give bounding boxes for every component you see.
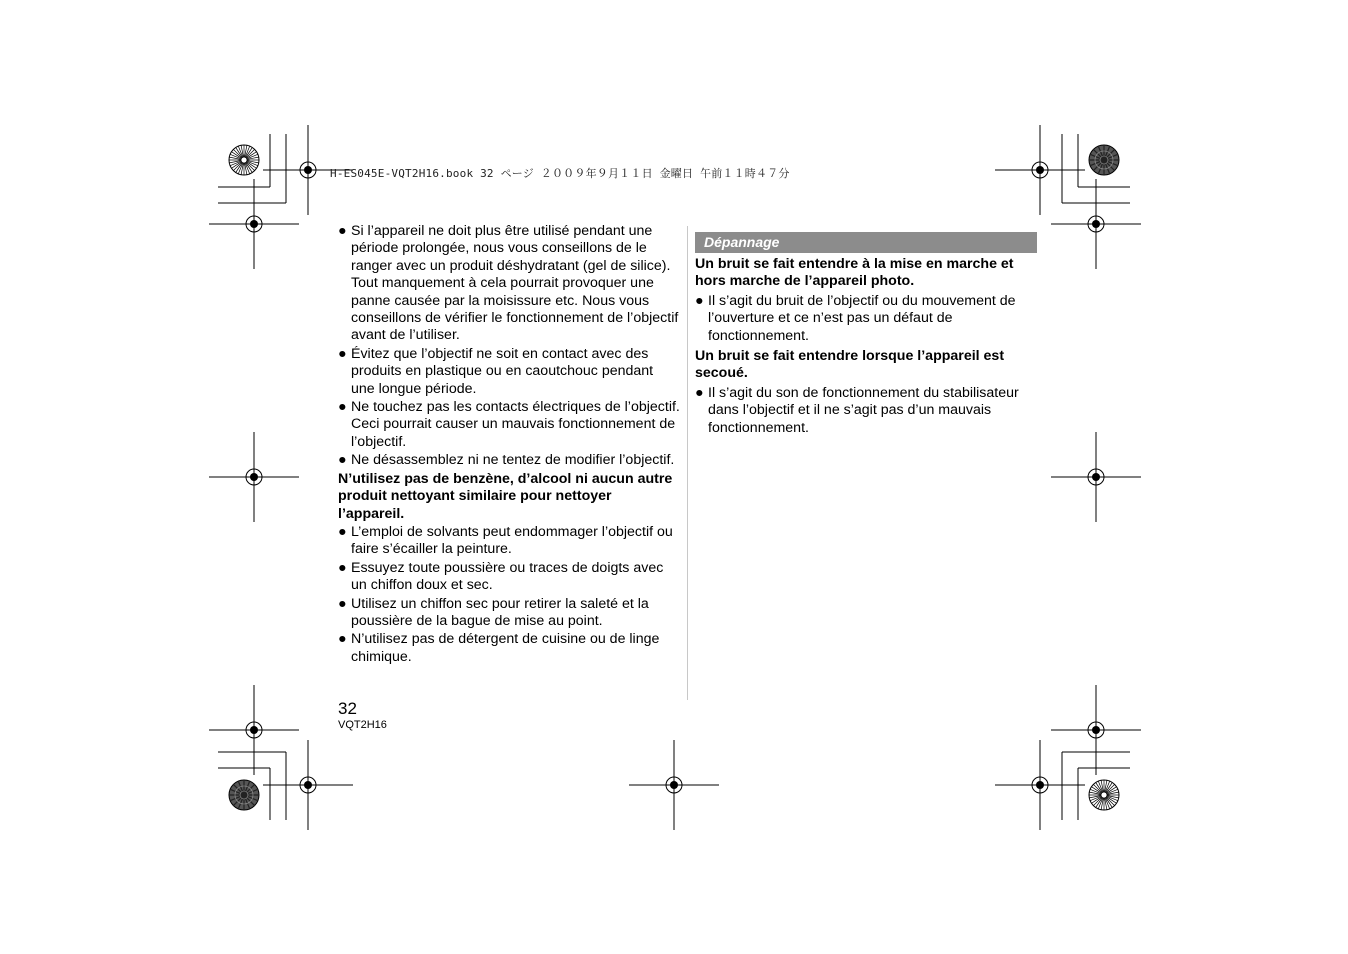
list-item — [338, 452, 680, 469]
section-title: Dépannage — [695, 232, 1037, 253]
bullet-icon: ● — [338, 223, 347, 239]
list-item — [338, 596, 680, 631]
list-item — [338, 399, 680, 451]
model-code: VQT2H16 — [338, 719, 387, 731]
list-item-text: L’emploi de solvants peut endommager l’objectif ou faire s’écailler la peinture. — [351, 523, 673, 558]
column-divider — [687, 226, 688, 700]
list-item — [338, 524, 680, 559]
bullet-icon: ● — [338, 559, 347, 576]
bullet-icon: ● — [695, 292, 704, 309]
list-item — [695, 293, 1037, 345]
bullet-icon: ● — [338, 452, 347, 469]
list-item-text: Ne touchez pas les contacts électriques de l’objectif. Ceci pourrait causer un mauvais fonctionnement de l’objectif. — [351, 399, 680, 450]
list-item-text: Ne désassemblez ni ne tentez de modifier l’objectif. — [351, 452, 675, 469]
list-item — [338, 346, 680, 398]
list-item-text: Essuyez toute poussière ou traces de doigts avec un chiffon doux et sec. — [351, 559, 664, 594]
question-heading: Un bruit se fait entendre lorsque l’appareil est secoué. — [695, 348, 1005, 382]
bullet-icon: ● — [338, 523, 347, 540]
bullet-icon: ● — [338, 631, 347, 648]
left-column — [338, 223, 680, 667]
bullet-icon: ● — [338, 595, 347, 612]
print-header: H-ES045E-VQT2H16.book 32 ページ ２００９年９月１１日 金曜日 午前１１時４７分 — [330, 167, 790, 180]
answer-text: Il s’agit du bruit de l’objectif ou du mouvement de l’ouverture et ce n’est pas un défaut de fonctionnement. — [708, 292, 1016, 344]
list-item — [338, 560, 680, 595]
list-item — [338, 223, 680, 345]
list-item-text: N’utilisez pas de détergent de cuisine ou de linge chimique. — [351, 631, 660, 665]
answer-text: Il s’agit du son de fonctionnement du stabilisateur dans l’objectif et il ne s’agit pas d’un mauvais fonctionnement. — [708, 384, 1019, 436]
question-heading: Un bruit se fait entendre à la mise en marche et hors marche de l’appareil photo. — [695, 256, 1014, 290]
list-item-text: Si l’appareil ne doit plus être utilisé pendant une période prolongée, nous vous conseillons de le ranger avec un produit déshydratant (gel de silice). Tout manquement à cela pourrait provoquer une panne causée par la moisissure etc. Nous vous conseillons de vérifier le fonctionnement de l’objectif avant de l’utiliser. — [351, 223, 679, 344]
bullet-icon: ● — [338, 399, 347, 416]
bullet-icon: ● — [338, 345, 347, 362]
page-number: 32 — [338, 699, 357, 718]
list-item — [338, 631, 680, 666]
list-item — [695, 385, 1037, 437]
right-column — [695, 232, 1037, 440]
list-item-text: Évitez que l’objectif ne soit en contact avec des produits en plastique ou en caoutchouc pendant une longue période. — [351, 345, 654, 397]
cleaning-heading: N’utilisez pas de benzène, d’alcool ni aucun autre produit nettoyant similaire pour nettoyer l’appareil. — [338, 470, 673, 522]
bullet-icon: ● — [695, 384, 704, 401]
list-item-text: Utilisez un chiffon sec pour retirer la saleté et la poussière de la bague de mise au point. — [351, 595, 649, 629]
